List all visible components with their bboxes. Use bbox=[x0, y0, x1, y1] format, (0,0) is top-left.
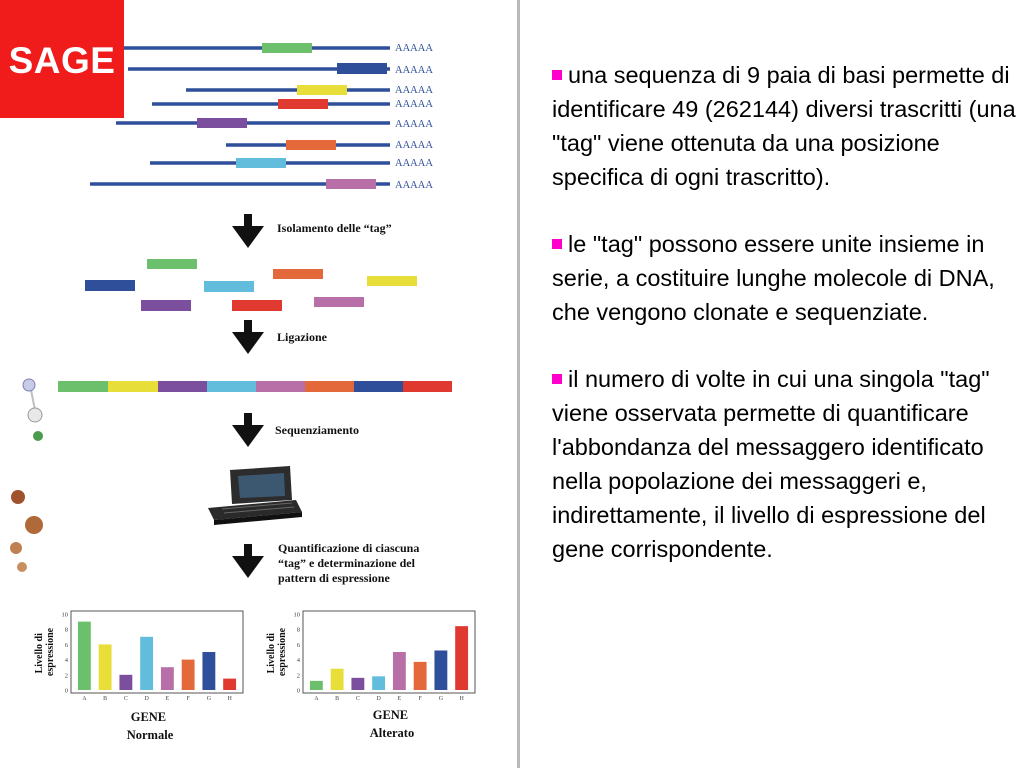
polya-label: AAAAA bbox=[395, 140, 433, 151]
x-tick-label: F bbox=[418, 696, 422, 702]
step-quantification-line: pattern di espressione bbox=[278, 571, 390, 585]
chart-title-line: Normale bbox=[126, 728, 174, 742]
y-tick-label: 6 bbox=[64, 641, 68, 649]
x-tick-label: C bbox=[123, 696, 128, 702]
y-tick-label: 4 bbox=[64, 657, 68, 665]
tag-block bbox=[85, 280, 135, 291]
tag-block bbox=[314, 297, 364, 307]
explanation-text bbox=[552, 58, 1022, 599]
tag-block bbox=[354, 381, 403, 392]
paragraph-2-text: le "tag" possono essere unite insieme in serie, a costituire lunghe molecole di DNA, che vengono clonate e sequenziate. bbox=[552, 231, 995, 325]
chart-title-line: Alterato bbox=[369, 726, 415, 740]
bar bbox=[78, 622, 91, 690]
y-tick-label: 0 bbox=[64, 687, 68, 695]
x-tick-label: B bbox=[335, 696, 340, 702]
bar bbox=[223, 679, 236, 690]
down-arrow-icon bbox=[232, 544, 264, 578]
chart-title-line: GENE bbox=[372, 708, 409, 722]
polya-label: AAAAA bbox=[395, 65, 433, 76]
bar bbox=[372, 676, 385, 690]
bullet-icon bbox=[552, 239, 562, 249]
bar bbox=[202, 652, 215, 690]
bar bbox=[414, 662, 427, 690]
x-tick-label: B bbox=[103, 696, 108, 702]
tag-block bbox=[337, 63, 387, 74]
plot-frame bbox=[71, 611, 243, 693]
transcript bbox=[122, 43, 433, 54]
y-tick-label: 8 bbox=[296, 626, 300, 634]
y-axis-label bbox=[266, 627, 288, 676]
tag-block bbox=[297, 85, 347, 95]
sage-badge bbox=[0, 0, 124, 118]
step-sequencing-label: Sequenziamento bbox=[275, 423, 359, 437]
tag-block bbox=[367, 276, 417, 286]
tag-block bbox=[232, 300, 282, 311]
x-tick-label: A bbox=[314, 696, 319, 702]
chart-title bbox=[127, 710, 174, 742]
y-tick-label: 6 bbox=[296, 641, 300, 649]
tag-block bbox=[326, 179, 376, 189]
step-quantification-line: “tag” e determinazione del bbox=[278, 556, 415, 570]
transcript bbox=[226, 140, 433, 151]
bullet-icon bbox=[552, 70, 562, 80]
tag-block bbox=[262, 43, 312, 53]
y-tick-label: 8 bbox=[64, 626, 68, 634]
bar bbox=[99, 644, 112, 690]
bar bbox=[119, 675, 132, 690]
x-tick-label: G bbox=[206, 696, 212, 702]
step-quantification-line: Quantificazione di ciascuna bbox=[278, 541, 420, 555]
tag-block bbox=[403, 381, 452, 392]
tag-block bbox=[286, 140, 336, 150]
y-axis-label-line: Livello di bbox=[34, 633, 45, 674]
polya-label: AAAAA bbox=[395, 119, 433, 130]
y-axis-label-line: espressione bbox=[45, 627, 56, 677]
bar bbox=[140, 637, 153, 690]
bullet-icon bbox=[552, 374, 562, 384]
tag-block bbox=[197, 118, 247, 128]
bar bbox=[182, 660, 195, 690]
tag-block bbox=[141, 300, 191, 311]
x-tick-label: D bbox=[376, 696, 381, 702]
x-tick-label: C bbox=[355, 696, 360, 702]
bar bbox=[331, 669, 344, 690]
bar bbox=[351, 678, 364, 690]
step-ligation-label: Ligazione bbox=[277, 330, 327, 344]
isolated-tags bbox=[85, 259, 417, 311]
transcript bbox=[128, 63, 433, 76]
tag-block bbox=[158, 381, 207, 392]
x-tick-label: H bbox=[227, 696, 232, 702]
bar bbox=[455, 626, 468, 690]
y-tick-label: 2 bbox=[296, 672, 300, 680]
transcript bbox=[90, 179, 433, 191]
tag-block bbox=[273, 269, 323, 279]
down-arrow-icon bbox=[232, 413, 264, 447]
bar-chart-altered bbox=[266, 611, 475, 740]
polya-label: AAAAA bbox=[395, 85, 433, 96]
computer-icon bbox=[208, 466, 302, 525]
polya-label: AAAAA bbox=[395, 180, 433, 191]
step-quantification-label bbox=[278, 541, 422, 585]
chart-title bbox=[370, 708, 414, 740]
transcript bbox=[152, 99, 433, 110]
y-tick-label: 2 bbox=[64, 672, 68, 680]
transcript bbox=[186, 85, 433, 96]
tag-block bbox=[207, 381, 256, 392]
tag-block bbox=[236, 158, 286, 168]
polya-label: AAAAA bbox=[395, 43, 433, 54]
step-isolation-label: Isolamento delle “tag” bbox=[277, 221, 392, 235]
tag-block bbox=[58, 381, 108, 392]
y-tick-label: 4 bbox=[296, 657, 300, 665]
y-axis-label bbox=[34, 627, 56, 676]
chart-title-line: GENE bbox=[130, 710, 167, 724]
transcript bbox=[116, 118, 433, 130]
tag-block bbox=[108, 381, 158, 392]
x-tick-label: E bbox=[165, 696, 170, 702]
paragraph-3-text: il numero di volte in cui una singola "tag" viene osservata permette di quantificare l'abbondanza del messaggero identificato nella popolazione dei messaggeri e, indirettamente, il livello di espressione del gene corrispondente. bbox=[552, 366, 990, 562]
x-tick-label: A bbox=[82, 696, 87, 702]
bar bbox=[310, 681, 323, 690]
transcripts bbox=[90, 43, 433, 191]
transcript bbox=[150, 158, 433, 169]
bar bbox=[161, 667, 174, 690]
y-axis-label-line: espressione bbox=[277, 627, 288, 677]
tag-block bbox=[204, 281, 254, 292]
bar-chart-normal bbox=[34, 611, 243, 742]
x-tick-label: G bbox=[438, 696, 444, 702]
y-axis-label-line: Livello di bbox=[266, 633, 277, 674]
plot-frame bbox=[303, 611, 475, 693]
bar bbox=[434, 650, 447, 690]
tag-block bbox=[147, 259, 197, 269]
sage-title: SAGE bbox=[8, 40, 116, 81]
paragraph-1 bbox=[552, 58, 1022, 194]
y-tick-label: 10 bbox=[293, 611, 300, 619]
paragraph-1-text: una sequenza di 9 paia di basi permette di identificare 49 (262144) diversi trascritti (una "tag" viene ottenuta da una posizione specifica di ogni trascritto). bbox=[552, 62, 1016, 190]
polya-label: AAAAA bbox=[395, 99, 433, 110]
bar bbox=[393, 652, 406, 690]
y-tick-label: 0 bbox=[296, 687, 300, 695]
concatemer bbox=[58, 381, 452, 392]
tag-block bbox=[256, 381, 305, 392]
x-tick-label: D bbox=[144, 696, 149, 702]
x-tick-label: F bbox=[186, 696, 190, 702]
paragraph-2 bbox=[552, 227, 1022, 329]
x-tick-label: E bbox=[397, 696, 402, 702]
y-tick-label: 10 bbox=[61, 611, 68, 619]
polya-label: AAAAA bbox=[395, 158, 433, 169]
tag-block bbox=[305, 381, 354, 392]
down-arrow-icon bbox=[232, 320, 264, 354]
down-arrow-icon bbox=[232, 214, 264, 248]
x-tick-label: H bbox=[459, 696, 464, 702]
paragraph-3 bbox=[552, 362, 1022, 566]
tag-block bbox=[278, 99, 328, 109]
